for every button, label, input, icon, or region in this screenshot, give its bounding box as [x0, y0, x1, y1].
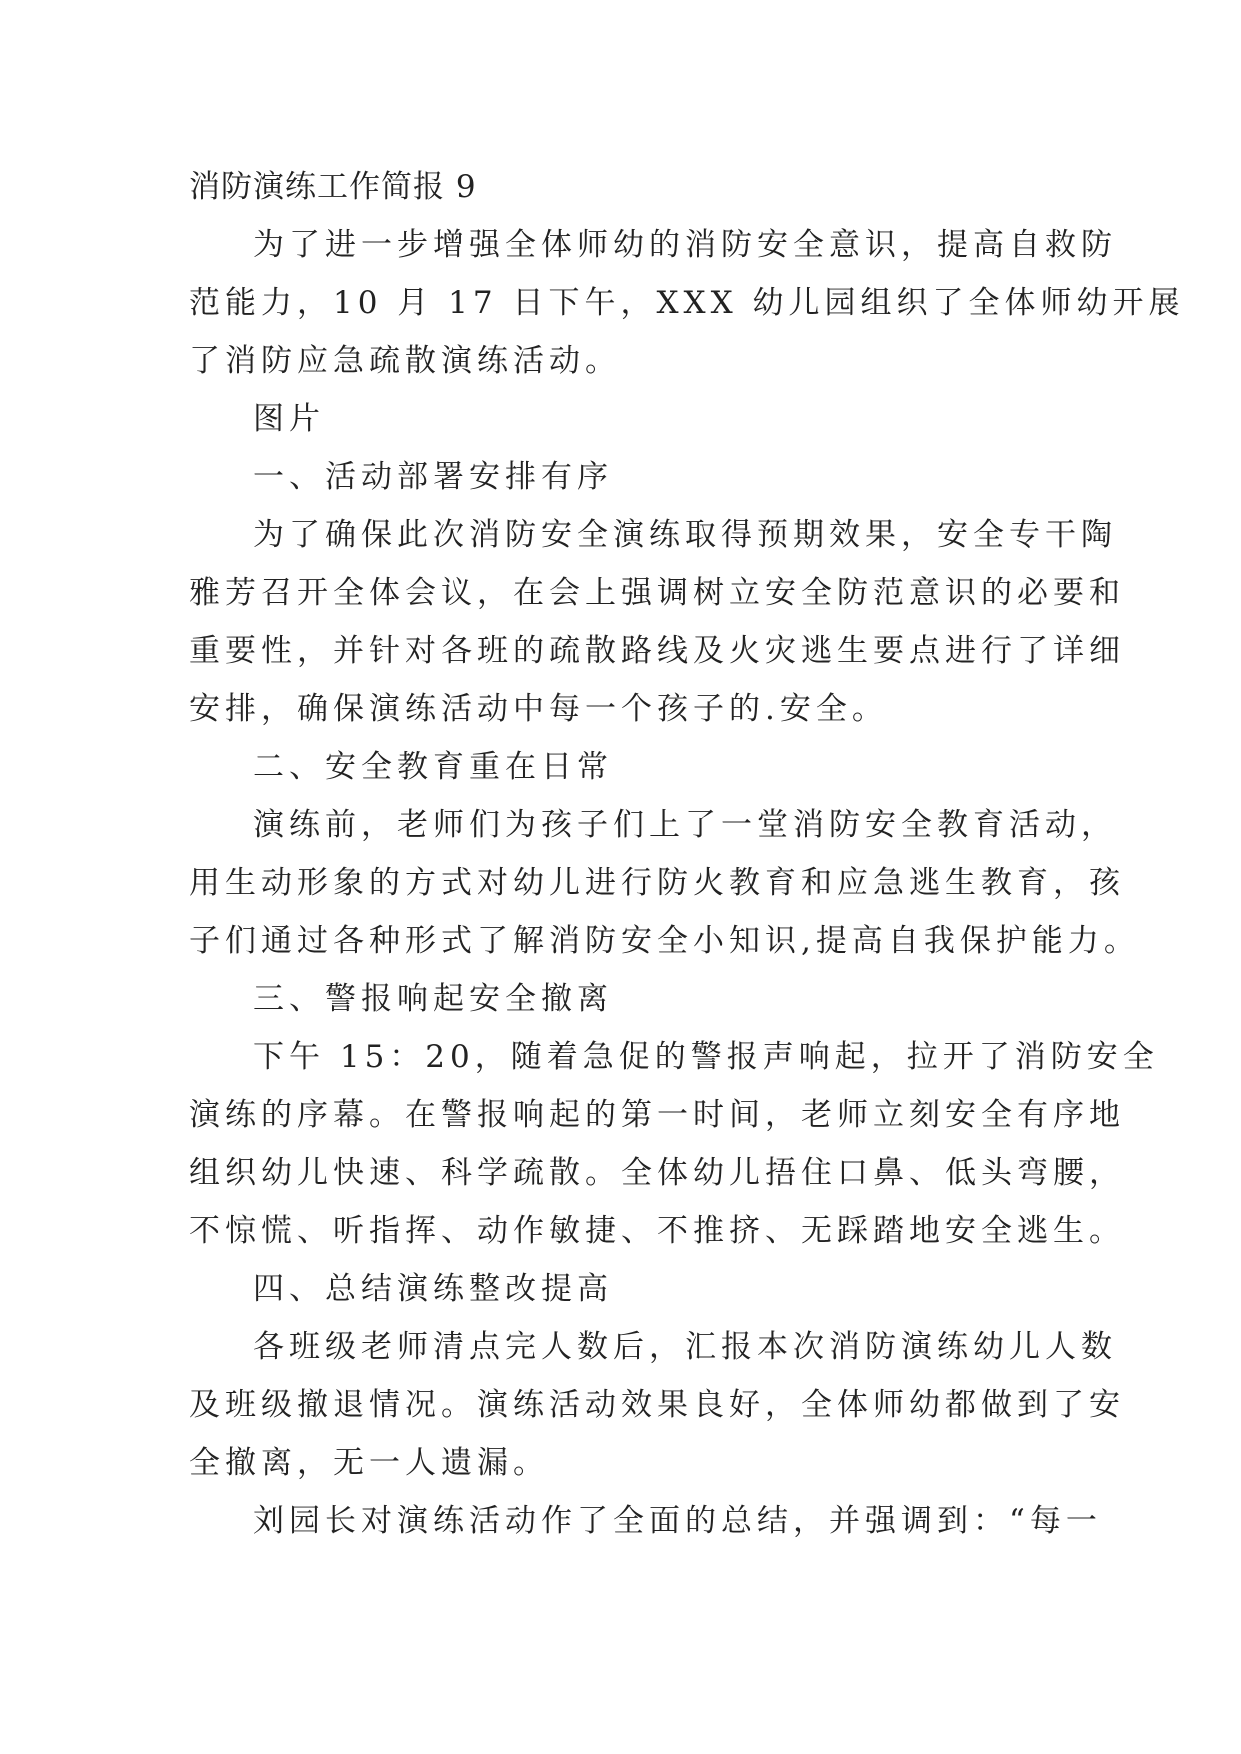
section-paragraph-2: [189, 796, 1140, 970]
paragraph-line: 各班级老师清点完人数后，汇报本次消防演练幼儿人数: [253, 1329, 1117, 1365]
section-heading-4: 四、总结演练整改提高: [253, 1271, 613, 1307]
paragraph-line: 为了进一步增强全体师幼的消防安全意识，提高自救防: [253, 227, 1117, 263]
section-paragraph-3: [189, 1028, 1159, 1260]
section-paragraph-4: [189, 1318, 1125, 1492]
section-heading-3: 三、警报响起安全撤离: [253, 981, 613, 1017]
paragraph-line: 雅芳召开全体会议，在会上强调树立安全防范意识的必要和: [189, 575, 1125, 611]
section-heading-2: 二、安全教育重在日常: [253, 749, 613, 785]
closing-paragraph: [189, 1492, 1102, 1550]
paragraph-line: 安排，确保演练活动中每一个孩子的.安全。: [189, 691, 888, 727]
paragraph-line: 演练的序幕。在警报响起的第一时间，老师立刻安全有序地: [189, 1097, 1125, 1133]
paragraph-line: 用生动形象的方式对幼儿进行防火教育和应急逃生教育，孩: [189, 865, 1125, 901]
intro-paragraph: [189, 216, 1185, 390]
paragraph-line: 范能力，10 月 17 日下午，XXX 幼儿园组织了全体师幼开展: [189, 285, 1185, 321]
image-placeholder-label: 图片: [253, 401, 325, 437]
paragraph-line: 重要性，并针对各班的疏散路线及火灾逃生要点进行了详细: [189, 633, 1125, 669]
paragraph-line: 不惊慌、听指挥、动作敏捷、不推挤、无踩踏地安全逃生。: [189, 1213, 1125, 1249]
paragraph-line: 子们通过各种形式了解消防安全小知识,提高自我保护能力。: [189, 923, 1140, 959]
paragraph-line: 下午 15：20，随着急促的警报声响起，拉开了消防安全: [253, 1039, 1159, 1075]
document-title: 消防演练工作简报 9: [189, 169, 477, 205]
paragraph-line: 为了确保此次消防安全演练取得预期效果，安全专干陶: [253, 517, 1117, 553]
section-heading-1: 一、活动部署安排有序: [253, 459, 613, 495]
section-paragraph-1: [189, 506, 1125, 738]
paragraph-line: 了消防应急疏散演练活动。: [189, 343, 621, 379]
paragraph-line: 组织幼儿快速、科学疏散。全体幼儿捂住口鼻、低头弯腰，: [189, 1155, 1125, 1191]
paragraph-line: 全撤离，无一人遗漏。: [189, 1445, 549, 1481]
paragraph-line: 刘园长对演练活动作了全面的总结，并强调到：“每一: [253, 1503, 1102, 1539]
paragraph-line: 及班级撤退情况。演练活动效果良好，全体师幼都做到了安: [189, 1387, 1125, 1423]
paragraph-line: 演练前，老师们为孩子们上了一堂消防安全教育活动，: [253, 807, 1117, 843]
document-body: [189, 158, 1185, 1550]
